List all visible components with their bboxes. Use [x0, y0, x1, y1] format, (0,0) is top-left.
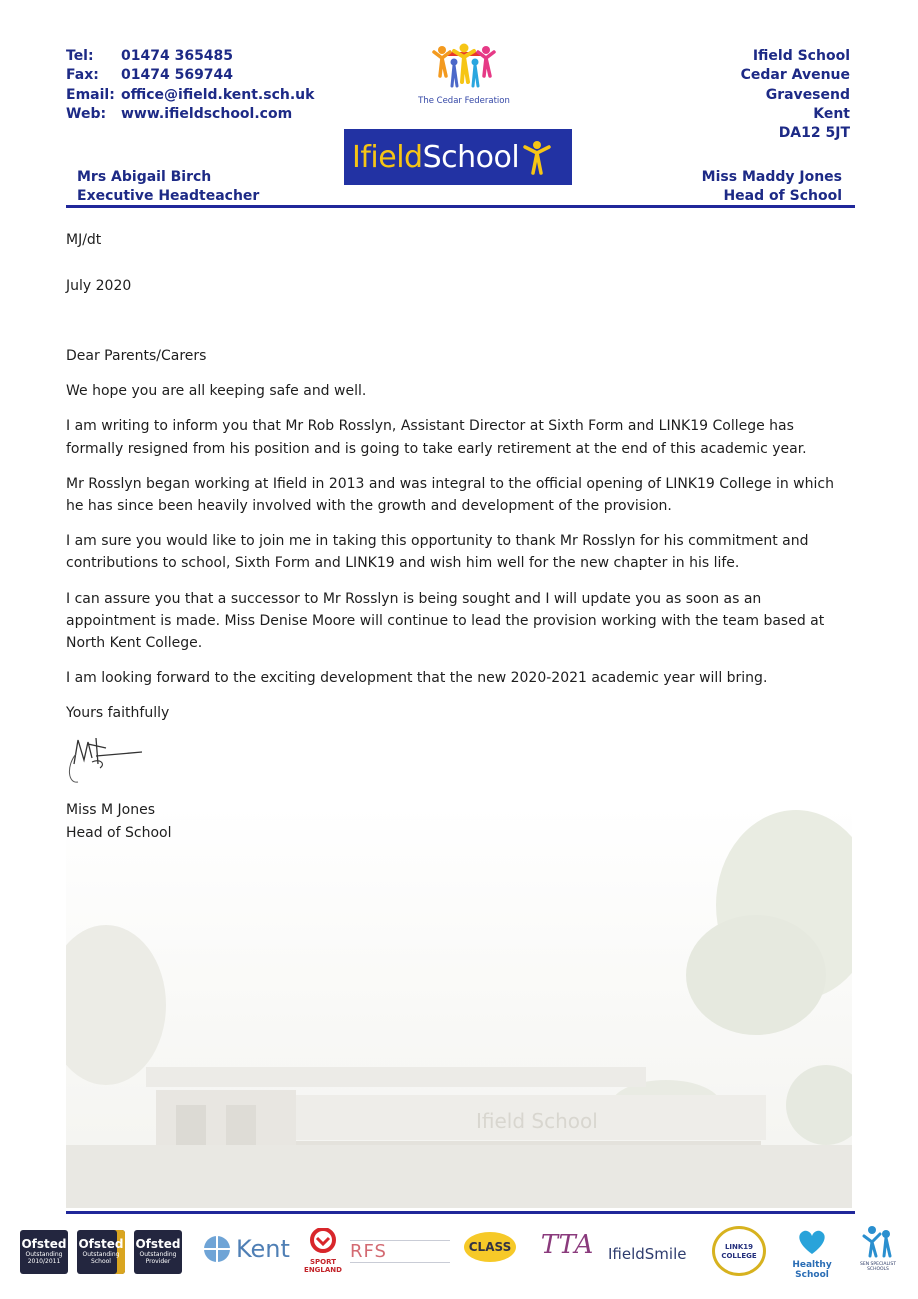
federation-caption: The Cedar Federation: [418, 96, 510, 106]
logo-word-school: School: [422, 139, 520, 175]
ofsted-badge-provider: Ofsted Outstanding Provider: [134, 1230, 182, 1274]
letter-reference: MJ/dt: [66, 232, 102, 248]
contact-email: Email: office@ifield.kent.sch.uk: [66, 86, 315, 103]
kent-emblem-icon: [200, 1234, 234, 1264]
paragraph: Mr Rosslyn began working at Ifield in 2013 and was integral to the official opening of LINK19 College in which he has since been heavily involved with the growth and development of the provision.: [66, 475, 834, 515]
closing: Yours faithfully: [66, 705, 170, 722]
ofsted-badge-2010: Ofsted Outstanding 2010/2011: [20, 1230, 68, 1274]
contact-web: Web: www.ifieldschool.com: [66, 105, 293, 122]
head-of-school: [702, 168, 842, 206]
paragraph: I am looking forward to the exciting development that the new 2020-2021 academic year will bring.: [66, 670, 768, 687]
sen-figures-icon: [860, 1224, 896, 1258]
federation-figures-icon: [424, 42, 504, 92]
paragraph: I am sure you would like to join me in taking this opportunity to thank Mr Rosslyn for his commitment and contributions to school, Sixth Form and LINK19 and wish him well for the new chapter in his life.: [66, 533, 809, 572]
letter-date: July 2020: [66, 278, 132, 294]
sport-england-icon: [309, 1228, 337, 1254]
executive-head: [77, 168, 259, 206]
handwritten-signature: [66, 734, 146, 786]
ifield-school-logo: [344, 129, 572, 185]
rfs-logo: RFS: [350, 1240, 450, 1263]
accreditation-footer: [0, 1222, 918, 1292]
address-line: Cedar Avenue: [740, 67, 850, 84]
sport-england-logo: SPORT ENGLAND: [300, 1228, 346, 1274]
head-name: Miss Maddy Jones: [701, 169, 842, 185]
link19-logo: LINK19 COLLEGE: [712, 1226, 766, 1276]
contact-tel: Tel: 01474 365485: [66, 48, 234, 64]
paragraph: I can assure you that a successor to Mr Rosslyn is being sought and I will update you as soon as an appointment is made. Miss Denise Moore will continue to lead the provision working with the team based at North Kent College.: [66, 590, 825, 652]
paragraph: We hope you are all keeping safe and well.: [66, 383, 367, 400]
class-logo: CLASS: [464, 1232, 516, 1262]
head-name: Mrs Abigail Birch: [77, 169, 212, 185]
paragraph: I am writing to inform you that Mr Rob Rosslyn, Assistant Director at Sixth Form and LINK19 College has formally resigned from his position and is going to take early retirement at the end of this academic year.: [66, 418, 807, 457]
address-line: Ifield School: [752, 48, 850, 64]
healthy-school-icon: [794, 1228, 830, 1256]
footer-divider: [66, 1211, 855, 1214]
signatory: [66, 799, 171, 844]
healthy-school-logo: Healthy School: [774, 1228, 850, 1280]
contact-block: [66, 47, 314, 124]
contact-fax: Fax: 01474 569744: [66, 67, 234, 84]
salutation: Dear Parents/Carers: [66, 348, 207, 364]
header-divider: [66, 205, 855, 208]
address-line: DA12 5JT: [778, 125, 850, 142]
school-building-photo: [66, 805, 852, 1208]
signatory-title: Head of School: [66, 824, 172, 841]
tta-logo: TTA: [540, 1230, 594, 1260]
logo-figure-icon: [521, 139, 551, 175]
ofsted-badge-school: Ofsted Outstanding School: [77, 1230, 125, 1274]
head-title: Head of School: [723, 188, 842, 204]
kent-logo: Kent: [200, 1234, 290, 1264]
ifield-smile-logo: IfieldSmile: [608, 1245, 687, 1263]
head-title: Executive Headteacher: [77, 188, 260, 204]
building-image: [66, 805, 852, 1208]
cedar-federation-logo: [410, 42, 518, 104]
signatory-name: Miss M Jones: [66, 802, 156, 818]
school-address: [741, 47, 850, 143]
sen-specialist-logo: SEN SPECIALIST SCHOOLS: [854, 1224, 902, 1272]
address-line: Kent: [813, 105, 850, 122]
logo-word-ifield: Ifield: [352, 139, 423, 175]
address-line: Gravesend: [765, 86, 850, 103]
building-sign-text: Ifield School: [476, 1109, 598, 1133]
letter-body: [66, 345, 851, 738]
